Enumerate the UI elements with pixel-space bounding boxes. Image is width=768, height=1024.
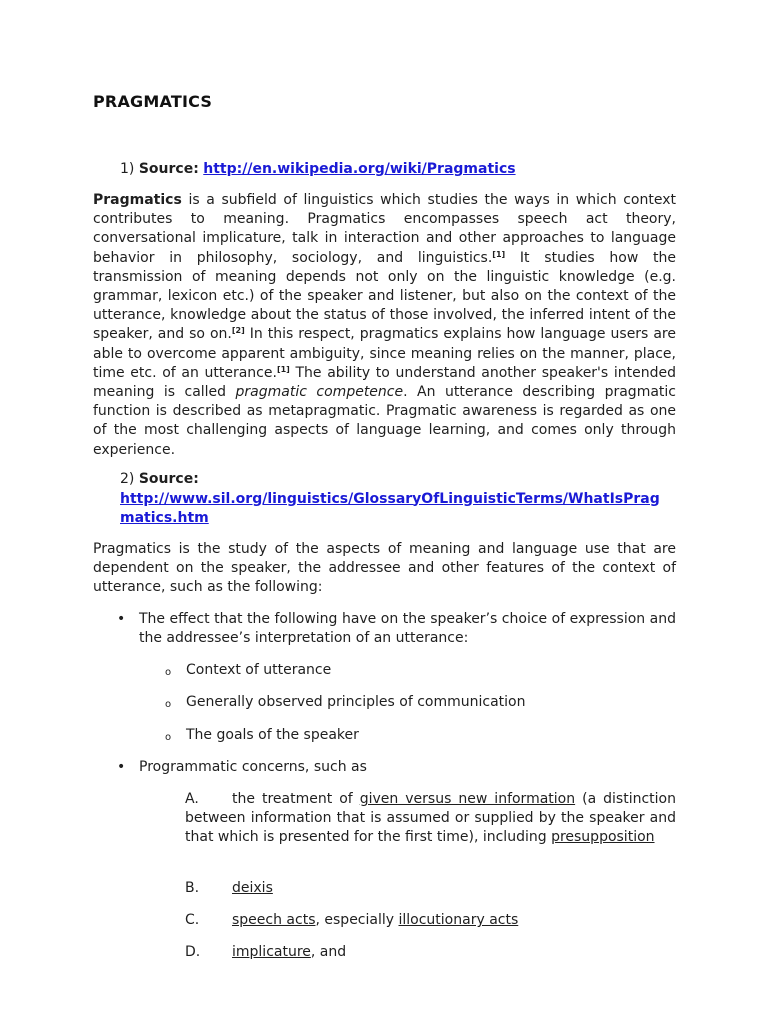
paragraph-1 xyxy=(93,191,676,460)
sub-list-marker: o xyxy=(165,699,172,710)
bullet-marker: • xyxy=(117,759,126,775)
link-implicature[interactable]: implicature xyxy=(232,944,311,960)
source-2-block xyxy=(120,470,676,529)
sub-list-item xyxy=(165,693,676,712)
alpha-a-text-2: (a distinction between information that is assumed or supplied by the speaker and that which is presented for the first time), including xyxy=(185,791,676,846)
term-pragmatic-competence: pragmatic competence xyxy=(235,384,404,401)
alpha-item-b xyxy=(185,879,676,898)
link-deixis[interactable]: deixis xyxy=(232,880,273,896)
source-2-label: Source: xyxy=(138,471,199,487)
term-pragmatics: Pragmatics xyxy=(93,192,182,208)
paragraph-1-text-2: It studies how the transmission of meaning depends not only on the linguistic knowledge (e.g. grammar, lexicon etc.) of the speaker and listener, but also on the context of the utterance, knowledge about the status of those involved, the inferred intent of the speaker, and so on. xyxy=(93,249,677,343)
source-2-number: 2) xyxy=(120,471,135,487)
source-1-label: Source: xyxy=(138,161,199,177)
reference-3[interactable]: [1] xyxy=(276,364,290,374)
alpha-c-text: , especially xyxy=(315,912,399,928)
alpha-label: A. xyxy=(185,791,199,807)
sub-list-marker: o xyxy=(165,667,172,678)
alpha-a-text-1: the treatment of xyxy=(232,791,360,807)
paragraph-2: Pragmatics is the study of the aspects of meaning and language use that are dependent on the speaker, the addressee and other features of the context of utterance, such as the following: xyxy=(93,541,676,596)
paragraph-1-text-5: . An utterance describing pragmatic function is described as metapragmatic. Pragmatic awareness is regarded as one of the most challenging aspects of language learning, and comes only through experience. xyxy=(93,384,676,458)
alpha-item-d xyxy=(185,943,676,962)
sub-list-item xyxy=(165,661,676,680)
source-2-link[interactable] xyxy=(120,491,660,527)
bullet-text: Programmatic concerns, such as xyxy=(139,759,367,775)
sub-list-marker: o xyxy=(165,732,172,743)
source-1-link[interactable]: http://en.wikipedia.org/wiki/Pragmatics xyxy=(203,161,516,177)
bullet-item xyxy=(117,610,676,648)
alpha-item-a xyxy=(185,790,676,848)
alpha-d-text: , and xyxy=(310,944,347,960)
alpha-item-a-text xyxy=(185,790,676,848)
bullet-item xyxy=(117,758,676,777)
alpha-label: C. xyxy=(185,912,200,928)
link-given-versus-new-information[interactable]: given versus new information xyxy=(359,791,576,807)
source-1-number: 1) xyxy=(120,161,135,177)
link-speech-acts[interactable]: speech acts xyxy=(232,912,316,928)
sub-list-text: The goals of the speaker xyxy=(186,727,359,743)
sub-list-text: Generally observed principles of communication xyxy=(186,694,526,710)
link-illocutionary-acts[interactable]: illocutionary acts xyxy=(398,912,519,928)
sub-list-item xyxy=(165,726,676,745)
source-2-link-line-2: matics.htm xyxy=(120,510,209,526)
sub-list-text: Context of utterance xyxy=(186,662,332,678)
alpha-label: B. xyxy=(185,880,200,896)
paragraph-1-text-1: is a subfield of linguistics which studies the ways in which context contributes to meaning. Pragmatics encompasses speech act theory, conversational implicature, talk in interaction and other approaches to language behavior in philosophy, sociology, and linguistics. xyxy=(93,192,676,266)
paragraph-1-text-4: The ability to understand another speaker's intended meaning is called xyxy=(93,364,676,401)
bullet-text: The effect that the following have on the speaker’s choice of expression and the addressee’s interpretation of an utterance: xyxy=(139,611,676,647)
reference-2[interactable]: [2] xyxy=(231,326,245,336)
reference-1[interactable]: [1] xyxy=(492,249,506,259)
source-1-line xyxy=(120,160,516,180)
page-title: PRAGMATICS xyxy=(93,92,213,111)
paragraph-1-text-3: In this respect, pragmatics explains how language users are able to overcome apparent ambiguity, since meaning relies on the manner, place, time etc. of an utterance. xyxy=(93,326,676,381)
alpha-label: D. xyxy=(185,944,201,960)
source-2-link-line-1: http://www.sil.org/linguistics/GlossaryOfLinguisticTerms/WhatIsPrag xyxy=(120,490,660,507)
bullet-marker: • xyxy=(117,611,126,627)
link-presupposition[interactable]: presupposition xyxy=(551,829,655,846)
alpha-item-c xyxy=(185,911,676,930)
